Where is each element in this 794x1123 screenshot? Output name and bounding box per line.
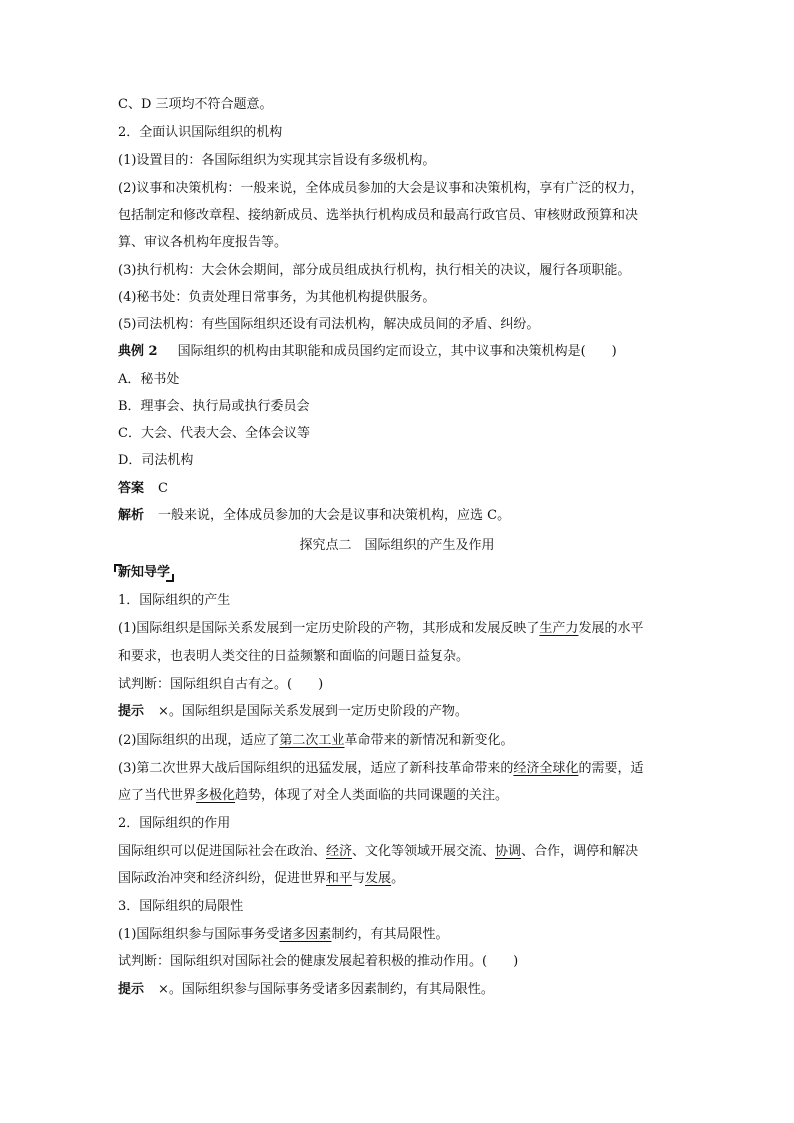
text-line: (3)执行机构：大会休会期间，部分成员组成执行机构，执行相关的决议，履行各项职能。 <box>118 263 631 278</box>
underlined-term: 和平 <box>326 871 353 886</box>
heading-3: 3．国际组织的局限性 <box>118 899 244 914</box>
badge-label: 新知导学 <box>118 565 171 580</box>
underlined-term: 协调 <box>495 844 522 859</box>
answer-label: 答案 <box>118 481 145 496</box>
text-line: 包括制定和修改章程、接纳新成员、选举执行机构成员和最高行政官员、审核财政预算和决 <box>118 208 639 223</box>
underlined-term: 发展 <box>365 871 392 886</box>
text-span: 国际组织可以促进国际社会在政治、 <box>118 844 327 859</box>
text-span: 革命带来的新情况和新变化。 <box>344 733 514 748</box>
badge-corner <box>166 574 174 582</box>
underlined-term: 经济 <box>326 844 353 859</box>
text-line <box>118 926 688 944</box>
text-line <box>118 870 688 888</box>
text-line: (2)议事和决策机构：一般来说，全体成员参加的大会是议事和决策机构，享有广泛的权力， <box>118 181 644 196</box>
text-line <box>118 732 688 750</box>
judge-line: 试判断：国际组织对国际社会的健康发展起着积极的推动作用。( ) <box>118 954 519 969</box>
text-span: 趋势，体现了对全人类面临的共同课题的关注。 <box>235 788 509 803</box>
text-line: 和要求，也表明人类交往的日益频繁和面临的问题日益复杂。 <box>118 649 470 664</box>
text-span: (3)第二次世界大战后国际组织的迅猛发展，适应了新科技革命带来的 <box>118 761 514 776</box>
text-span: (1)国际组织是国际关系发展到一定历史阶段的产物，其形成和发展反映了 <box>118 621 540 636</box>
example-line <box>118 343 688 361</box>
option-a: A．秘书处 <box>118 372 180 387</box>
example-label: 典例 2 <box>118 344 158 359</box>
tip-text: ×。国际组织是国际关系发展到一定历史阶段的产物。 <box>158 704 468 719</box>
text-line <box>118 620 693 638</box>
analysis-label: 解析 <box>118 508 145 523</box>
text-span: 、文化等领域开展交流、 <box>352 844 496 859</box>
underlined-term: 多极化 <box>196 788 236 803</box>
text-span: 与 <box>352 871 366 886</box>
option-c: C．大会、代表大会、全体会议等 <box>118 426 310 441</box>
heading-2: 2．国际组织的作用 <box>118 816 231 831</box>
text-span: 制约，有其局限性。 <box>331 927 449 942</box>
text-line: (1)设置目的：各国际组织为实现其宗旨设有多级机构。 <box>118 153 436 168</box>
option-d: D．司法机构 <box>118 453 194 468</box>
underlined-term: 经济全球化 <box>513 761 579 776</box>
text-span: 国际政治冲突和经济纠纷，促进世界 <box>118 871 327 886</box>
text-line: (5)司法机构：有些国际组织还设有司法机构，解决成员间的矛盾、纠纷。 <box>118 317 540 332</box>
text-span: 。 <box>391 871 405 886</box>
example-question: 国际组织的机构由其职能和成员国约定而设立，其中议事和决策机构是( ) <box>177 344 617 359</box>
badge-corner <box>114 564 122 572</box>
analysis-line <box>118 507 688 525</box>
judge-line: 试判断：国际组织自古有之。( ) <box>118 677 324 692</box>
text-line <box>118 760 693 778</box>
section-title: 探究点二 国际组织的产生及作用 <box>299 538 495 553</box>
underlined-term: 生产力 <box>539 621 579 636</box>
answer-value: C <box>158 481 168 496</box>
underlined-term: 诸多因素 <box>279 927 332 942</box>
text-line: C、D 三项均不符合题意。 <box>118 97 273 112</box>
tip-line <box>118 703 688 721</box>
heading-2: 2．全面认识国际组织的机构 <box>118 125 283 140</box>
text-span: 、合作，调停和解决 <box>521 844 639 859</box>
answer-line <box>118 480 688 498</box>
xinzhi-badge <box>114 564 174 582</box>
tip-text: ×。国际组织参与国际事务受诸多因素制约，有其局限性。 <box>158 982 494 997</box>
text-span: (1)国际组织参与国际事务受 <box>118 927 280 942</box>
text-span: (2)国际组织的出现，适应了 <box>118 733 280 748</box>
tip-line <box>118 981 688 999</box>
tip-label: 提示 <box>118 982 145 997</box>
text-line <box>118 843 693 861</box>
text-line: 算、审议各机构年度报告等。 <box>118 235 288 250</box>
underlined-term: 第二次工业 <box>279 733 345 748</box>
analysis-text: 一般来说，全体成员参加的大会是议事和决策机构，应选 C。 <box>158 508 511 523</box>
text-span: 应了当代世界 <box>118 788 197 803</box>
tip-label: 提示 <box>118 704 145 719</box>
text-line <box>118 787 688 805</box>
text-span: 的需要，适 <box>578 761 644 776</box>
text-line: (4)秘书处：负责处理日常事务，为其他机构提供服务。 <box>118 290 436 305</box>
option-b: B．理事会、执行局或执行委员会 <box>118 399 310 414</box>
text-span: 发展的水平 <box>578 621 644 636</box>
heading-1: 1．国际组织的产生 <box>118 593 231 608</box>
